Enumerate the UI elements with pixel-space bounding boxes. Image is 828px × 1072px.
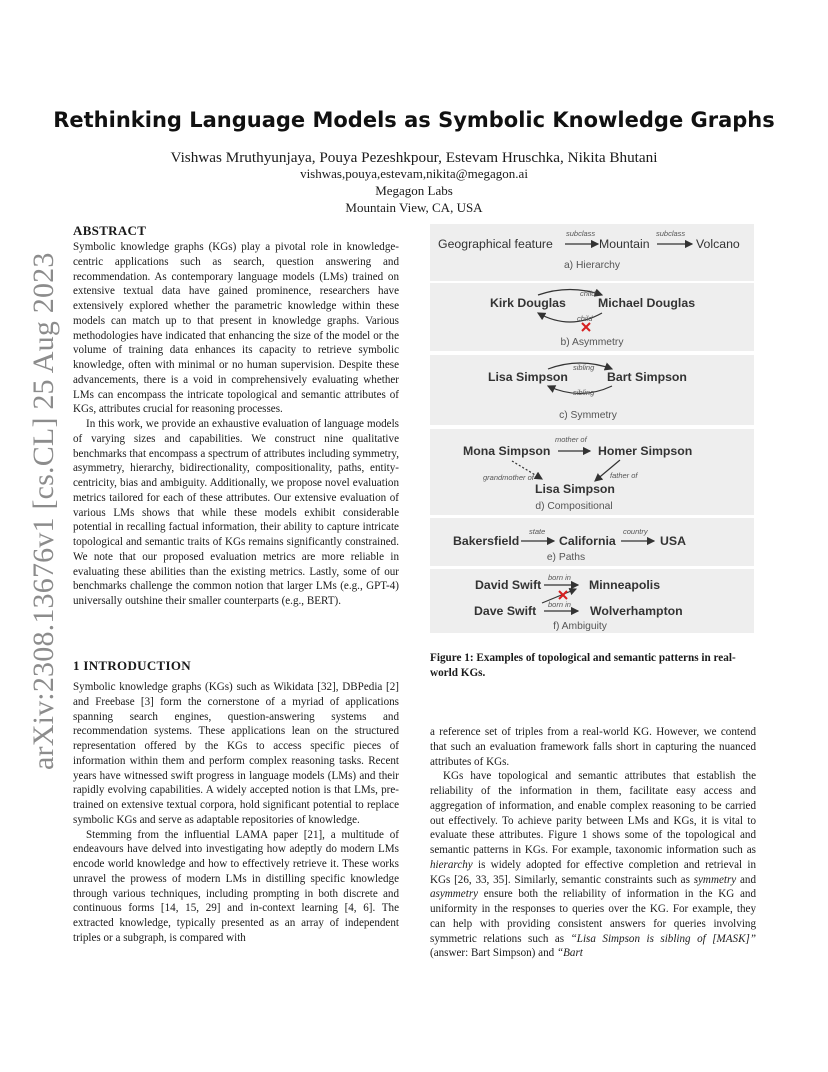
edge-label-sibling-bottom: sibling xyxy=(573,388,595,397)
node-bakersfield: Bakersfield xyxy=(453,534,520,548)
figure-panel-symmetry xyxy=(430,355,754,425)
abstract-body xyxy=(73,240,399,609)
cross-icon xyxy=(582,323,590,331)
node-california: California xyxy=(559,534,616,548)
paper-title: Rethinking Language Models as Symbolic Knowledge Graphs xyxy=(53,108,775,132)
emph-symmetry: symmetry xyxy=(693,873,737,886)
edge-label-mother-of: mother of xyxy=(555,435,587,444)
abstract-paragraph-2: In this work, we provide an exhaustive evaluation of language models of varying sizes and capabilities. We construct nine qualitative benchmarks that encompass a spectrum of attributes including symmetry, asymmetry, hierarchy, bidirectionality, compositionality, paths, entity-centricity, bias and ambiguity. Additionally, we propose novel evaluation metrics tailored for each of these attributes. Our extensive evaluation of various LMs shows that while these models exhibit considerable potential in recalling factual information, their ability to capture intricate topological and semantic traits of KGs remains significantly constrained. We note that our proposed evaluation metrics are more reliable in evaluating these abilities than the existing metrics. Lastly, some of our benchmarks challenge the common notion that larger LMs (e.g., GPT-4) universally outshine their smaller counterparts (e.g., BERT). xyxy=(73,418,399,607)
figure-panel-compositional xyxy=(430,429,754,515)
node-homer-simpson: Homer Simpson xyxy=(598,444,693,458)
edge-label-father-of: father of xyxy=(610,471,638,480)
node-michael-douglas: Michael Douglas xyxy=(598,296,696,310)
right-paragraph-1: a reference set of triples from a real-world KG. However, we contend that such an evaluation framework falls short in capturing the nuanced attributes of KGs. xyxy=(430,726,756,768)
intro-paragraph-2: Stemming from the influential LAMA paper [21], a multitude of endeavours have delved into investigating how adeptly do modern LMs encode world knowledge and how to effectively retrieve it. These works unravel the prowess of modern LMs in distilling specific knowledge through various techniques, including prompting in both discrete and continuous forms [14, 15, 29] and in-context learning [4, 6]. The extracted knowledge, typically presented as an array of independent triples or a subgraph, is compared with xyxy=(73,828,399,944)
edge-label-child-top: child xyxy=(580,289,596,298)
figure-panel-asymmetry xyxy=(430,283,754,351)
arxiv-stamp: arXiv:2308.13676v1 [cs.CL] 25 Aug 2023 xyxy=(27,252,60,770)
edge-label-state: state xyxy=(529,527,546,536)
figure-caption: Figure 1: Examples of topological and semantic patterns in real-world KGs. xyxy=(430,652,736,679)
emph-hierarchy: hierarchy xyxy=(430,858,473,871)
figure-panel-paths xyxy=(430,518,754,566)
panel-label-hierarchy: a) Hierarchy xyxy=(563,260,621,271)
right-column-body xyxy=(430,725,756,961)
location: Mountain View, CA, USA xyxy=(345,200,483,215)
example-query-2: “Bart xyxy=(556,947,583,960)
node-bart-simpson: Bart Simpson xyxy=(607,370,687,384)
panel-label-paths: e) Paths xyxy=(546,552,586,563)
right-paragraph-2: KGs have topological and semantic attributes that establish the reliability of the information in them, facilitate easy access and aggregation of information, and enable complex reasoning to be carried out effectively. To achieve parity between LMs and KGs, it is vital to evaluate these attributes. Figure 1 shows some of the topological and semantic patterns in KGs. For example, taxonomic information such as hierarchy is widely adopted for effective completion and retrieval in KGs [26, 33, 35]. Similarly, semantic constraints such as symmetry and asymmetry ensure both the reliability of information in the KG and uniformity in the responses to queries over the KG. For example, they can help with providing consistent answers for queries involving symmetric relations such as “Lisa Simpson is sibling of [MASK]” (answer: Bart Simpson) and “Bart xyxy=(430,770,756,960)
abstract-heading: ABSTRACT xyxy=(73,223,147,238)
intro-heading: 1 INTRODUCTION xyxy=(73,658,191,673)
edge-label-grandmother-of: grandmother of xyxy=(483,473,534,482)
node-mountain: Mountain xyxy=(599,237,650,251)
node-minneapolis: Minneapolis xyxy=(589,578,661,592)
edge-label-country: country xyxy=(623,527,648,536)
node-kirk-douglas: Kirk Douglas xyxy=(490,296,566,310)
affiliation: Megagon Labs xyxy=(375,183,453,198)
node-geographical-feature: Geographical feature xyxy=(438,237,553,251)
abstract-paragraph-1: Symbolic knowledge graphs (KGs) play a pivotal role in knowledge-centric applications such as search, question answering and recommendation. As contemporary language models (LMs) trained on extensive textual data have gained prominence, researchers have extensively explored whether the parametric knowledge within these models can match up to that present in knowledge graphs. Various methodologies have indicated that enhancing the size of the model or the volume of training data enhances its capacity to retrieve symbolic knowledge, often with minimal or no human supervision. Despite these advancements, there is a void in comprehensively evaluating whether LMs can encompass the intricate topological and semantic attributes of KGs, attributes crucial for reasoning processes. xyxy=(73,241,399,416)
edge-label-sibling-top: sibling xyxy=(573,363,595,372)
edge-label-subclass-1: subclass xyxy=(566,229,596,238)
figure-panel-ambiguity xyxy=(430,569,754,633)
node-wolverhampton: Wolverhampton xyxy=(590,604,683,618)
emph-asymmetry: asymmetry xyxy=(430,888,479,901)
edge-label-subclass-2: subclass xyxy=(656,229,686,238)
node-lisa-simpson: Lisa Simpson xyxy=(488,370,568,384)
author-email: vishwas,pouya,estevam,nikita@megagon.ai xyxy=(300,166,528,181)
edge-label-born-in-1: born in xyxy=(548,573,571,582)
author-list: Vishwas Mruthyunjaya, Pouya Pezeshkpour, Estevam Hruschka, Nikita Bhutani xyxy=(170,149,658,166)
intro-paragraph-1: Symbolic knowledge graphs (KGs) such as Wikidata [32], DBPedia [2] and Freebase [3] form the cornerstone of a myriad of applications spanning search engines, question-answering systems and recommendation systems. These applications lean on the structured representation offered by the KGs to access specific pieces of information within them and perform complex reasoning tasks. Recent years have witnessed swift progress in language models (LMs) and their rapidly evolving capabilities. A widely accepted notion is that LMs, pre-trained on extensive textual corpora, hold significant potential to replace symbolic KGs and serve as adaptable repositories of knowledge. xyxy=(73,681,399,826)
panel-label-compositional: d) Compositional xyxy=(535,501,613,512)
edge-label-child-bottom: child xyxy=(577,314,593,323)
node-dave-swift: Dave Swift xyxy=(474,604,537,618)
panel-label-symmetry: c) Symmetry xyxy=(559,410,617,421)
example-query-1: “Lisa Simpson is sibling of [MASK]” xyxy=(570,932,756,945)
node-lisa-simpson-2: Lisa Simpson xyxy=(535,482,615,496)
node-usa: USA xyxy=(660,534,686,548)
node-david-swift: David Swift xyxy=(475,578,542,592)
intro-body xyxy=(73,680,399,946)
panel-label-asymmetry: b) Asymmetry xyxy=(560,337,624,348)
edge-label-born-in-2: born in xyxy=(548,600,571,609)
figure-panel-hierarchy xyxy=(430,224,754,281)
node-volcano: Volcano xyxy=(696,237,740,251)
panel-label-ambiguity: f) Ambiguity xyxy=(553,621,607,632)
node-mona-simpson: Mona Simpson xyxy=(463,444,551,458)
